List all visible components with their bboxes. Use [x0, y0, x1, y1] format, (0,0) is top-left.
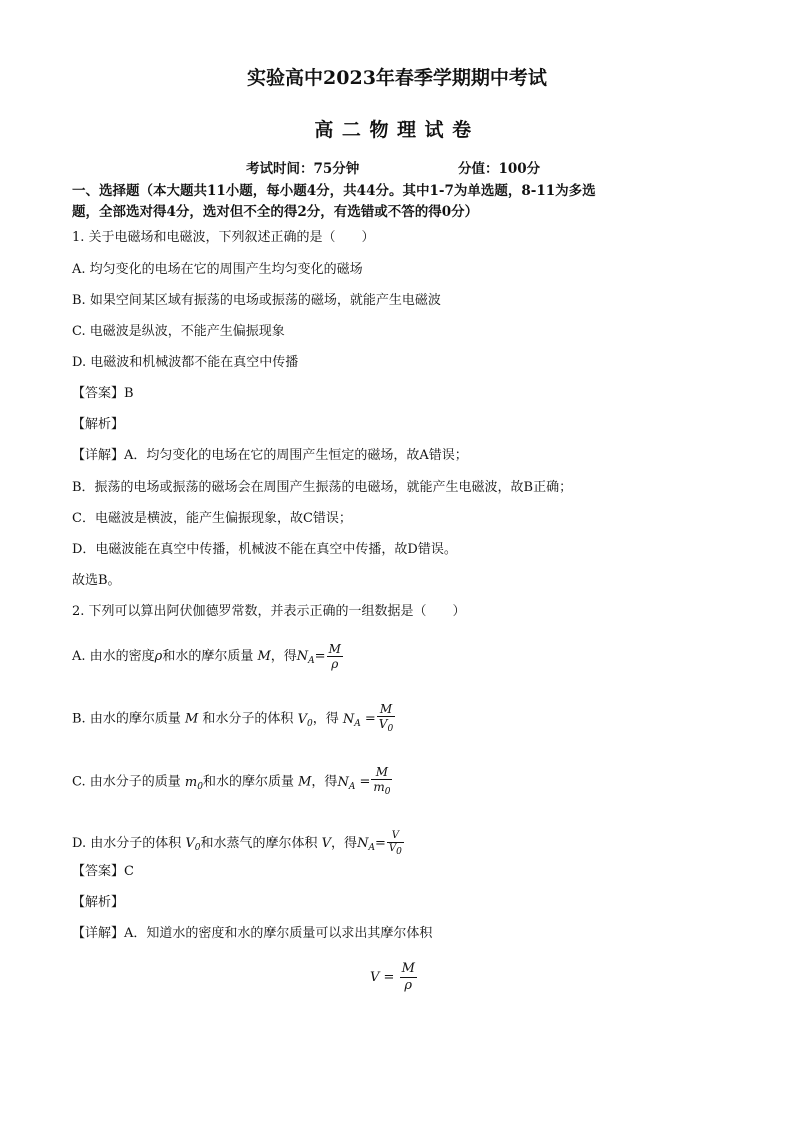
fraction-V-over-V0: $\frac{V}{V_0}$: [388, 829, 402, 857]
q1-detail-d: D．电磁波能在真空中传播，机械波不能在真空中传播，故D错误。: [72, 542, 457, 557]
M-symbol: M: [298, 774, 312, 790]
exam-time: 考试时间：75分钟: [246, 161, 360, 177]
exam-score: 分值：100分: [458, 161, 541, 177]
m0-symbol: $m_0$: [184, 774, 203, 792]
equals-sign: =: [359, 774, 371, 790]
q1-detail-c: C．电磁波是横波，能产生偏振现象，故C错误；: [72, 511, 352, 526]
q1-analysis-label: 【解析】: [72, 417, 125, 432]
q2-c-text1: C. 由水分子的质量: [72, 774, 181, 790]
q1-answer: 【答案】B: [72, 386, 134, 401]
q2-a-text1: A. 由水的密度: [72, 649, 155, 664]
section-heading-line1: 一、选择题（本大题共11小题，每小题4分，共44分。其中1-7为单选题，8-11为多选: [72, 183, 596, 199]
q1-option-a: A. 均匀变化的电场在它的周围产生均匀变化的磁场: [72, 262, 363, 277]
q2-b-text3: ，得: [312, 711, 339, 727]
q1-conclusion: 故选B。: [72, 573, 121, 588]
q1-option-d: D. 电磁波和机械波都不能在真空中传播: [72, 355, 299, 370]
q2-detail-a: 【详解】A．知道水的密度和水的摩尔质量可以求出其摩尔体积: [72, 926, 433, 941]
q2-a-text3: ，得: [270, 649, 297, 664]
q2-b-text2: 和水分子的体积: [202, 711, 294, 727]
M-symbol: M: [257, 649, 271, 664]
NA-symbol: $N_A$: [357, 836, 375, 853]
q1-option-c: C. 电磁波是纵波，不能产生偏振现象: [72, 324, 285, 339]
NA-symbol: $N_A$: [337, 774, 356, 792]
equals-sign: =: [314, 649, 326, 664]
q2-d-text2: 和水蒸气的摩尔体积: [200, 836, 318, 851]
q2-c-text2: 和水的摩尔质量: [202, 774, 294, 790]
q2-a-text2: 和水的摩尔质量: [162, 649, 254, 664]
exam-subtitle: 高二物理试卷: [314, 119, 480, 141]
q1-detail-b: B．振荡的电场或振荡的磁场会在周围产生振荡的电磁场，就能产生电磁波，故B正确；: [72, 480, 573, 495]
q2-answer: 【答案】C: [72, 864, 134, 879]
rho-symbol: ρ: [154, 649, 163, 664]
V-symbol: V: [321, 836, 332, 851]
fraction-M-over-V0: $\frac{M}{V_0}$: [378, 702, 394, 734]
formula-V-equals-M-over-rho: [370, 958, 417, 998]
q2-d-text1: D. 由水分子的体积: [72, 836, 182, 851]
equals-sign: =: [364, 711, 376, 727]
q2-d-text3: ，得: [331, 836, 358, 851]
fraction-M-over-rho: $\frac{M}{\rho}$: [328, 642, 341, 671]
q1-detail-a: 【详解】A．均匀变化的电场在它的周围产生恒定的磁场，故A错误；: [72, 448, 468, 463]
q2-stem: 2. 下列可以算出阿伏伽德罗常数，并表示正确的一组数据是（ ）: [72, 604, 466, 619]
formula-lhs: V =: [370, 970, 395, 985]
fraction-M-over-m0: $\frac{M}{m_0}$: [373, 765, 391, 797]
q2-option-b: [72, 702, 395, 741]
q2-option-d: [72, 827, 404, 865]
q2-c-text3: ，得: [311, 774, 338, 790]
section-heading-line2: 题，全部选对得4分，选对但不全的得2分，有选错或不答的得0分）: [72, 204, 479, 220]
equals-sign: =: [374, 836, 386, 851]
q1-stem: 1. 关于电磁场和电磁波，下列叙述正确的是（ ）: [72, 230, 375, 245]
V0-symbol: $V_0$: [297, 711, 313, 729]
exam-title: 实验高中2023年春季学期期中考试: [247, 67, 547, 89]
q2-b-text1: B. 由水的摩尔质量: [72, 711, 181, 727]
NA-symbol: $N_A$: [342, 711, 361, 729]
q2-option-a: [72, 640, 343, 678]
q1-option-b: B. 如果空间某区域有振荡的电场或振荡的磁场，就能产生电磁波: [72, 293, 441, 308]
V0-symbol: $V_0$: [185, 836, 201, 853]
fraction-M-over-rho: $\frac{M}{\rho}$: [401, 961, 415, 993]
q2-option-c: [72, 765, 392, 804]
NA-symbol: $N_A$: [296, 649, 315, 666]
M-symbol: M: [184, 711, 199, 727]
q2-analysis-label: 【解析】: [72, 895, 125, 910]
